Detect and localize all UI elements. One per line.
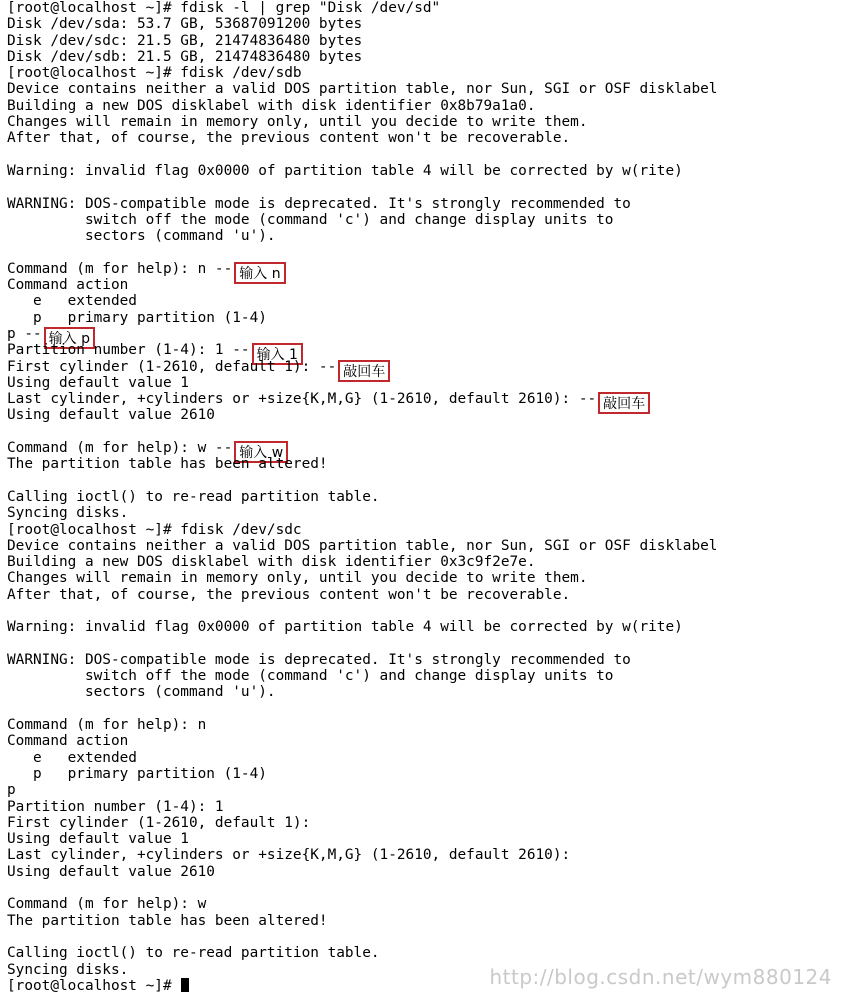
terminal-line-text: Command action [7,733,129,750]
terminal-line [0,391,846,413]
terminal-line-text: Building a new DOS disklabel with disk identifier 0x3c9f2e7e. [7,554,536,571]
terminal-line [0,587,846,603]
terminal-line-text: Last cylinder, +cylinders or +size{K,M,G} (1-2610, default 2610): -- [7,391,597,408]
terminal-line [0,277,846,293]
terminal-line-text: Using default value 2610 [7,407,215,424]
terminal-line [0,65,846,81]
terminal-line [0,342,846,364]
terminal-line-text: Partition number (1-4): 1 -- [7,342,250,359]
terminal-line [0,896,846,912]
terminal-line-text: After that, of course, the previous content won't be recoverable. [7,586,571,603]
terminal-line [0,147,846,163]
terminal-line [0,49,846,65]
terminal-line-text: Using default value 2610 [7,863,215,880]
terminal-line-text: Command action [7,277,129,294]
terminal-line-text: [root@localhost ~]# fdisk -l | grep "Disk /dev/sd" [7,0,441,16]
terminal-line [0,864,846,880]
terminal-line [0,33,846,49]
terminal-line [0,293,846,309]
terminal-line-text: [root@localhost ~]# fdisk /dev/sdb [7,65,302,82]
terminal-line [0,684,846,700]
terminal-line-text: WARNING: DOS-compatible mode is deprecated. It's strongly recommended to [7,651,631,668]
terminal-line [0,163,846,179]
terminal-line-text: Warning: invalid flag 0x0000 of partition table 4 will be corrected by w(rite) [7,162,683,179]
terminal-line-text: Command (m for help): n [7,717,207,734]
terminal-line-text: e extended [7,749,137,766]
terminal-line-text: p primary partition (1-4) [7,765,267,782]
terminal-line [0,212,846,228]
text-cursor [181,978,189,992]
terminal-line-text: Calling ioctl() to re-read partition table. [7,488,380,505]
terminal-line [0,815,846,831]
terminal-line [0,407,846,423]
terminal-line [0,375,846,391]
terminal-line-text: First cylinder (1-2610, default 1): -- [7,358,337,375]
terminal-line [0,0,846,16]
annotation-box: 输入 w [234,441,288,463]
terminal-line [0,636,846,652]
terminal-line [0,799,846,815]
terminal-line [0,81,846,97]
terminal-line [0,114,846,130]
terminal-line [0,260,846,282]
terminal-line-text: Disk /dev/sdc: 21.5 GB, 21474836480 bytes [7,32,363,49]
terminal-line-text: Calling ioctl() to re-read partition table. [7,945,380,962]
terminal-line-text: Warning: invalid flag 0x0000 of partition table 4 will be corrected by w(rite) [7,619,683,636]
terminal-line [0,228,846,244]
terminal-line [0,570,846,586]
watermark: http://blog.csdn.net/wym880124 [489,965,832,989]
terminal-line [0,913,846,929]
terminal-line-text: Device contains neither a valid DOS partition table, nor Sun, SGI or OSF disklabel [7,81,718,98]
terminal-line-text: sectors (command 'u'). [7,228,276,245]
terminal-line-text: The partition table has been altered! [7,456,328,473]
annotation-box: 输入 1 [252,343,303,365]
terminal-line [0,440,846,462]
terminal-line-text: p [7,782,16,799]
terminal-line [0,782,846,798]
terminal-line [0,358,846,380]
terminal-line-text: Disk /dev/sdb: 21.5 GB, 21474836480 bytes [7,48,363,65]
terminal-line-text: Device contains neither a valid DOS partition table, nor Sun, SGI or OSF disklabel [7,537,718,554]
terminal-line-text: Building a new DOS disklabel with disk identifier 0x8b79a1a0. [7,97,536,114]
terminal-line [0,98,846,114]
terminal-line [0,522,846,538]
terminal-line [0,325,846,347]
terminal-line [0,424,846,440]
terminal-line [0,945,846,961]
terminal-line [0,831,846,847]
terminal-line [0,929,846,945]
terminal-line-text: Changes will remain in memory only, until you decide to write them. [7,114,588,131]
terminal-line [0,505,846,521]
terminal-line-text: WARNING: DOS-compatible mode is deprecated. It's strongly recommended to [7,195,631,212]
terminal-line [0,733,846,749]
terminal-line-text: The partition table has been altered! [7,912,328,929]
annotation-box: 输入 p [44,327,95,349]
terminal-line [0,196,846,212]
terminal-line-text: Changes will remain in memory only, until you decide to write them. [7,570,588,587]
terminal-line [0,701,846,717]
terminal-line-text: [root@localhost ~]# [7,977,181,994]
terminal-line [0,880,846,896]
terminal-line [0,766,846,782]
terminal-line [0,244,846,260]
terminal-line [0,16,846,32]
terminal-line [0,652,846,668]
terminal-line [0,750,846,766]
terminal-line-text: sectors (command 'u'). [7,684,276,701]
terminal-line [0,489,846,505]
terminal-line-text: Using default value 1 [7,831,189,848]
terminal-line-text: [root@localhost ~]# fdisk /dev/sdc [7,521,302,538]
terminal-line-text: e extended [7,293,137,310]
terminal-line [0,310,846,326]
terminal-line-text: Command (m for help): w -- [7,440,233,457]
terminal-line-text: switch off the mode (command 'c') and change display units to [7,211,614,228]
terminal-line-text: Last cylinder, +cylinders or +size{K,M,G} (1-2610, default 2610): [7,847,571,864]
terminal-line-text: Using default value 1 [7,374,189,391]
terminal-line-text: Syncing disks. [7,505,129,522]
terminal-line [0,603,846,619]
terminal-line [0,717,846,733]
terminal-line [0,473,846,489]
terminal-line-text: Syncing disks. [7,961,129,978]
terminal-line-text: p -- [7,325,42,342]
annotation-box: 敲回车 [338,360,390,382]
terminal-line [0,554,846,570]
terminal-line [0,847,846,863]
terminal-line [0,538,846,554]
terminal-line-text: p primary partition (1-4) [7,309,267,326]
terminal-line-text: First cylinder (1-2610, default 1): [7,814,311,831]
terminal-line-text: Partition number (1-4): 1 [7,798,224,815]
terminal-line-text: Command (m for help): w [7,896,207,913]
terminal-line [0,130,846,146]
terminal-line-text: Disk /dev/sda: 53.7 GB, 53687091200 bytes [7,16,363,33]
terminal-line [0,668,846,684]
terminal-line [0,619,846,635]
terminal-line [0,456,846,472]
terminal-line-text: After that, of course, the previous content won't be recoverable. [7,130,571,147]
terminal-line-text: Command (m for help): n -- [7,260,233,277]
annotation-box: 输入 n [234,262,285,284]
terminal-line-text: switch off the mode (command 'c') and change display units to [7,668,614,685]
terminal-line [0,179,846,195]
annotation-box: 敲回车 [598,392,650,414]
